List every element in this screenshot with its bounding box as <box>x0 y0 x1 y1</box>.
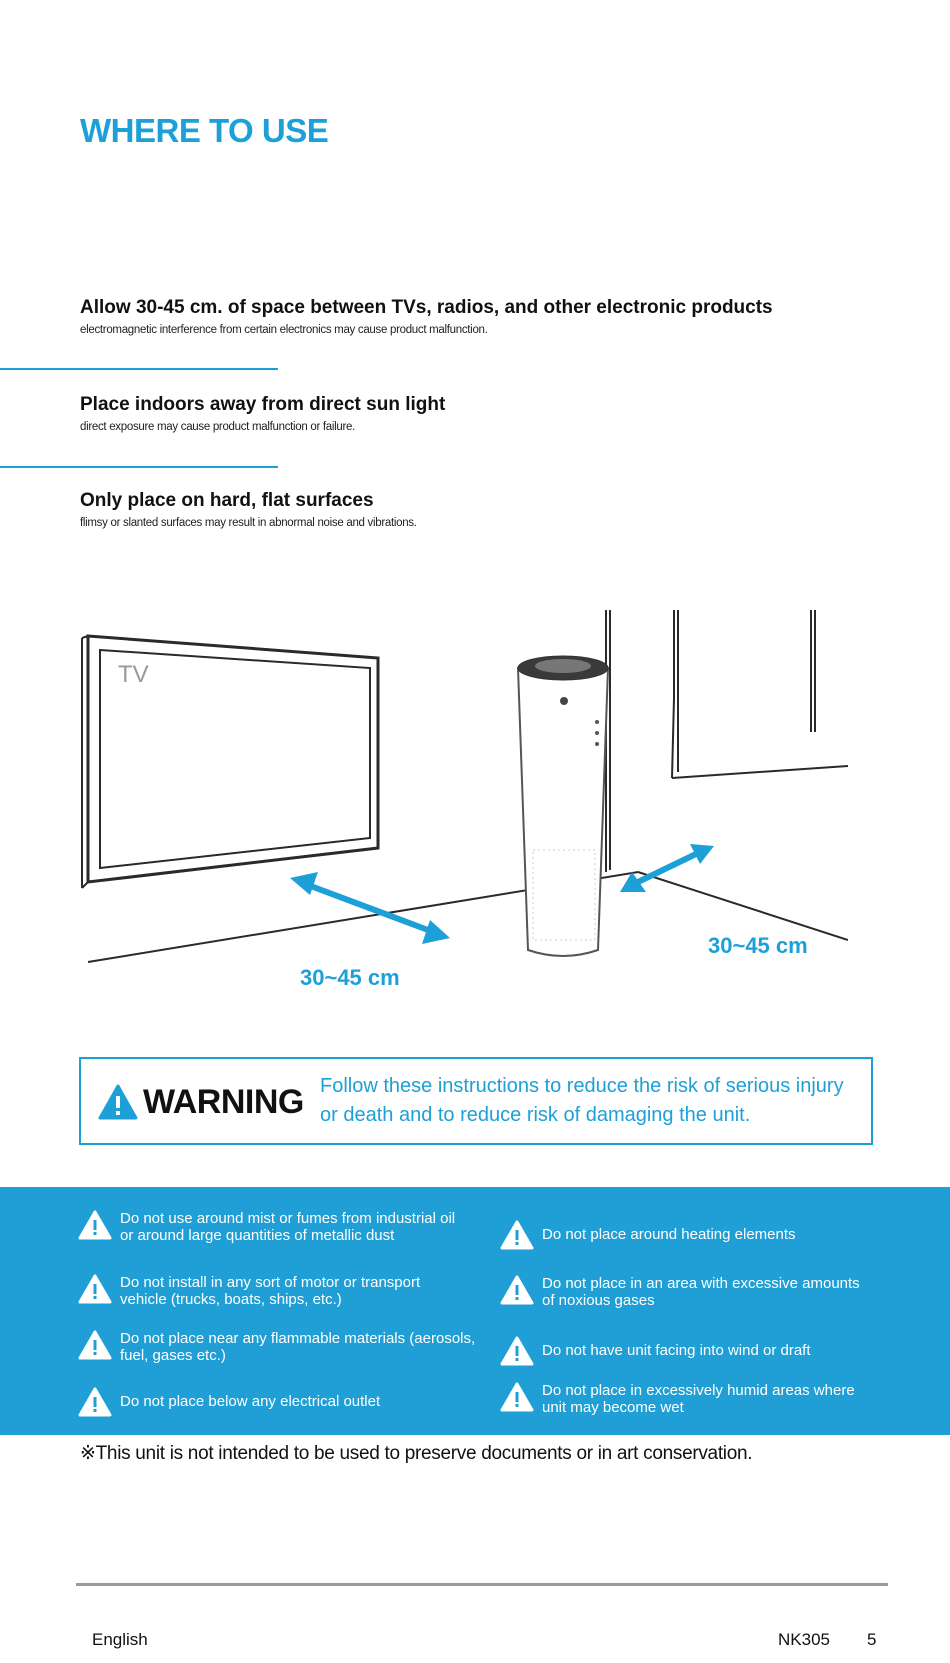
section-heading-spacing: Allow 30-45 cm. of space between TVs, radios, and other electronic products <box>80 297 773 318</box>
warning-item-text: Do not place in an area with excessive amounts of noxious gases <box>542 1275 860 1309</box>
footer-language: English <box>92 1630 148 1649</box>
tv-label: TV <box>118 661 149 688</box>
distance-label-right: 30~45 cm <box>708 933 808 958</box>
conservation-note: ※This unit is not intended to be used to preserve documents or in art conservation. <box>80 1443 753 1464</box>
distance-arrow-left <box>290 872 450 944</box>
page-number: 5 <box>867 1630 877 1649</box>
warning-icon <box>78 1210 112 1240</box>
section-sub-spacing: electromagnetic interference from certain electronics may cause product malfunction. <box>80 324 488 336</box>
footer-divider <box>76 1583 888 1586</box>
warning-item-text: Do not install in any sort of motor or transport vehicle (trucks, boats, ships, etc.) <box>120 1274 421 1308</box>
warning-icon <box>500 1220 534 1250</box>
warning-item-text: Do not place below any electrical outlet <box>120 1393 381 1410</box>
distance-label-left: 30~45 cm <box>300 965 400 990</box>
warning-icon <box>78 1330 112 1360</box>
section-heading-sunlight: Place indoors away from direct sun light <box>80 394 446 415</box>
section-sub-surface: flimsy or slanted surfaces may result in abnormal noise and vibrations. <box>80 517 417 529</box>
warning-item-text: Do not use around mist or fumes from industrial oil or around large quantities of metallic dust <box>120 1210 456 1244</box>
warning-icon <box>78 1274 112 1304</box>
warning-item-text: Do not place in excessively humid areas where unit may become wet <box>542 1382 855 1416</box>
warning-item-text: Do not place near any flammable materials (aerosols, fuel, gases etc.) <box>120 1330 476 1364</box>
section-sub-sunlight: direct exposure may cause product malfunction or failure. <box>80 421 356 433</box>
warning-item <box>500 1336 920 1366</box>
section-divider <box>0 466 278 468</box>
warning-icon <box>98 1084 138 1120</box>
footer-model: NK305 <box>778 1630 830 1649</box>
warning-item <box>78 1210 458 1244</box>
page-title: WHERE TO USE <box>80 112 329 149</box>
warning-icon <box>500 1382 534 1412</box>
warning-item <box>500 1220 900 1250</box>
placement-illustration <box>78 610 848 1005</box>
warning-item-text: Do not have unit facing into wind or draft <box>542 1342 811 1359</box>
warning-item <box>78 1387 478 1417</box>
air-purifier-illustration <box>518 656 608 956</box>
warning-item-text: Do not place around heating elements <box>542 1226 796 1243</box>
warning-text: Follow these instructions to reduce the risk of serious injury or death and to reduce risk of damaging the unit. <box>320 1075 844 1126</box>
warning-label: WARNING <box>143 1083 304 1121</box>
warning-icon <box>500 1336 534 1366</box>
distance-arrow-right <box>620 844 714 892</box>
section-divider <box>0 368 278 370</box>
warning-item <box>500 1275 900 1309</box>
warning-item <box>78 1274 458 1308</box>
warning-item <box>500 1382 900 1416</box>
warning-icon <box>500 1275 534 1305</box>
section-heading-surface: Only place on hard, flat surfaces <box>80 490 374 511</box>
warning-item <box>78 1330 478 1364</box>
warnings-list <box>0 1187 950 1435</box>
warning-icon <box>78 1387 112 1417</box>
